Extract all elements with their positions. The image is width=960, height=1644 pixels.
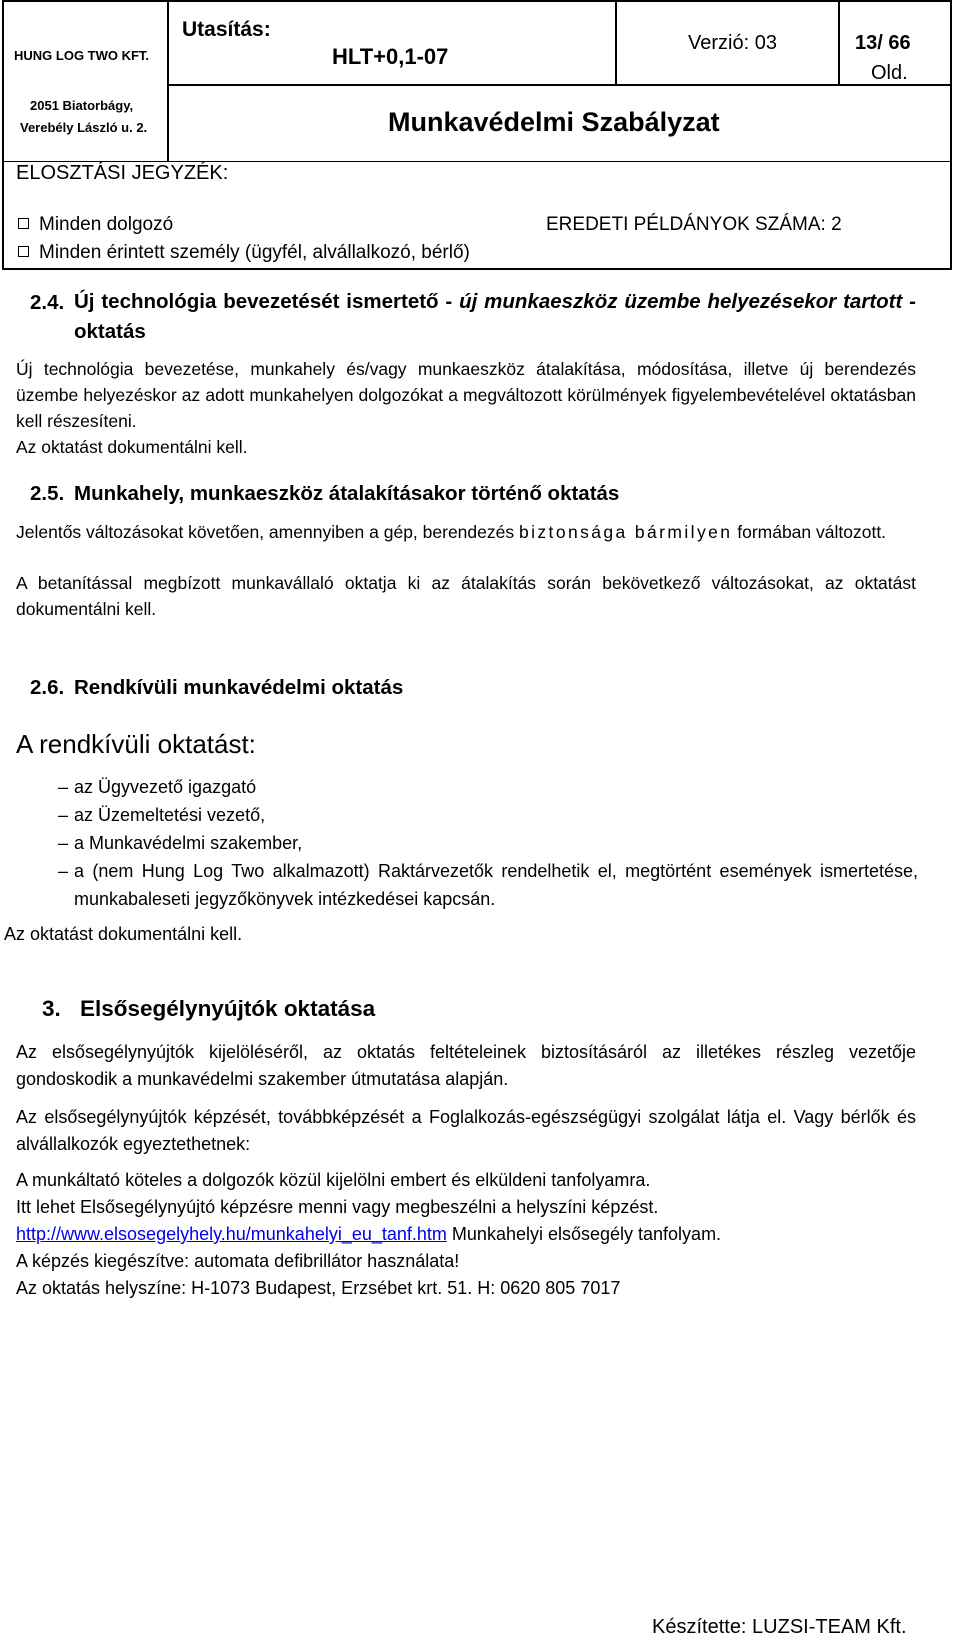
company-name: HUNG LOG TWO KFT. xyxy=(14,48,150,63)
link-description: Munkahelyi elsősegély tanfolyam. xyxy=(446,1224,722,1244)
footer-credit: Készítette: LUZSI-TEAM Kft. xyxy=(652,1616,907,1638)
list-item xyxy=(58,857,918,913)
section-title: Elsősegélynyújtók oktatása xyxy=(80,996,376,1021)
regulation-title: Munkavédelmi Szabályzat xyxy=(388,107,720,137)
paragraph: Az oktatást dokumentálni kell. xyxy=(4,924,243,944)
version-text: Verzió: 03 xyxy=(688,32,777,54)
section-title: Munkahely, munkaeszköz átalakításakor történő oktatás xyxy=(74,482,620,505)
list-item-text: a (nem Hung Log Two alkalmazott) Raktárvezetők rendelhetik el, megtörtént események ismertetése, munkabaleseti jegyzőkönyvek intézkedései kapcsán. xyxy=(74,861,918,909)
company-cell xyxy=(4,2,169,162)
section-title xyxy=(74,287,916,347)
recipient-label: Minden érintett személy (ügyfél, alvállalkozó, bérlő) xyxy=(39,242,470,263)
section-title-end: oktatás xyxy=(74,320,146,343)
dash-bullet: – xyxy=(58,805,69,825)
page-cell xyxy=(838,2,952,86)
paragraph-spaced-part: biztonsága bármilyen xyxy=(518,522,733,542)
paragraph: A képzés kiegészítve: automata defibrillátor használata! xyxy=(16,1251,460,1271)
instruction-label: Utasítás: xyxy=(182,18,271,41)
company-address-line2: Verebély László u. 2. xyxy=(20,120,148,135)
company-address-line1: 2051 Biatorbágy, xyxy=(30,98,134,113)
recipient-item xyxy=(16,214,173,236)
paragraph-part: Jelentős változásokat követően, amennyiben a gép, berendezés xyxy=(16,522,519,542)
section-title: Rendkívüli munkavédelmi oktatás xyxy=(74,676,404,699)
document-header xyxy=(2,0,952,270)
paragraph: Az oktatást dokumentálni kell. xyxy=(16,437,248,457)
section-number: 2.6. xyxy=(30,676,65,699)
section-number: 2.4. xyxy=(30,291,65,314)
dash-bullet: – xyxy=(58,833,69,853)
section-number: 3. xyxy=(42,996,61,1021)
paragraph xyxy=(16,1221,916,1248)
section-title-italic: új munkaeszköz üzembe helyezésekor tartott - xyxy=(459,290,916,313)
lead-text: A rendkívüli oktatást: xyxy=(16,729,256,759)
paragraph: Itt lehet Elsősegélynyújtó képzésre menni vagy megbeszélni a helyszíni képzést. xyxy=(16,1197,659,1217)
section-title-part: Új technológia bevezetését ismertető - xyxy=(74,290,460,313)
instruction-cell xyxy=(167,2,617,86)
paragraph: Az elsősegélynyújtók kijelöléséről, az oktatás feltételeinek biztosításáról az illetékes részleg vezetője gondoskodik a munkavédelmi szakember útmutatása alapján. xyxy=(16,1042,916,1089)
paragraph: Új technológia bevezetése, munkahely és/vagy munkaeszköz átalakítása, módosítása, illetve új berendezés üzembe helyezéskor az adott munkahelyen dolgozókat a megváltozott körülmények figyelembevételével oktatásban kell részesíteni. xyxy=(16,359,916,431)
paragraph: Az elsősegélynyújtók képzését, továbbképzését a Foglalkozás-egészségügyi szolgálat látja el. Vagy bérlők és alvállalkozók egyeztethetnek: xyxy=(16,1107,916,1154)
paragraph-part: formában változott. xyxy=(732,522,887,542)
page-indicator xyxy=(855,32,911,84)
page-number: 13/ 66 xyxy=(855,32,911,54)
list-item-text: az Ügyvezető igazgató xyxy=(74,777,257,797)
dash-bullet: – xyxy=(58,777,69,797)
paragraph: Az oktatás helyszíne: H-1073 Budapest, Erzsébet krt. 51. H: 0620 805 7017 xyxy=(16,1278,621,1298)
checkbox-square-icon xyxy=(18,218,29,229)
training-link[interactable]: http://www.elsosegelyhely.hu/munkahelyi_eu_tanf.htm xyxy=(16,1224,447,1244)
paragraph xyxy=(16,519,916,545)
instruction-code: HLT+0,1-07 xyxy=(332,44,449,69)
distribution-label: ELOSZTÁSI JEGYZÉK: xyxy=(16,162,229,184)
version-cell xyxy=(615,2,840,86)
list-item-text: az Üzemeltetési vezető, xyxy=(74,805,266,825)
dash-bullet: – xyxy=(58,861,69,881)
list-item-text: a Munkavédelmi szakember, xyxy=(74,833,303,853)
original-copies: EREDETI PÉLDÁNYOK SZÁMA: 2 xyxy=(546,214,842,235)
recipient-label: Minden dolgozó xyxy=(39,214,174,235)
section-number: 2.5. xyxy=(30,482,65,505)
page-prefix: Old. xyxy=(871,62,908,84)
checkbox-square-icon xyxy=(18,246,29,257)
recipient-item xyxy=(16,242,470,264)
paragraph: A betanítással megbízott munkavállaló oktatja ki az átalakítás során bekövetkező változásokat, az oktatást dokumentálni kell. xyxy=(16,573,916,619)
regulation-title-cell xyxy=(167,84,952,162)
paragraph: A munkáltató köteles a dolgozók közül kijelölni embert és elküldeni tanfolyamra. xyxy=(16,1170,651,1190)
